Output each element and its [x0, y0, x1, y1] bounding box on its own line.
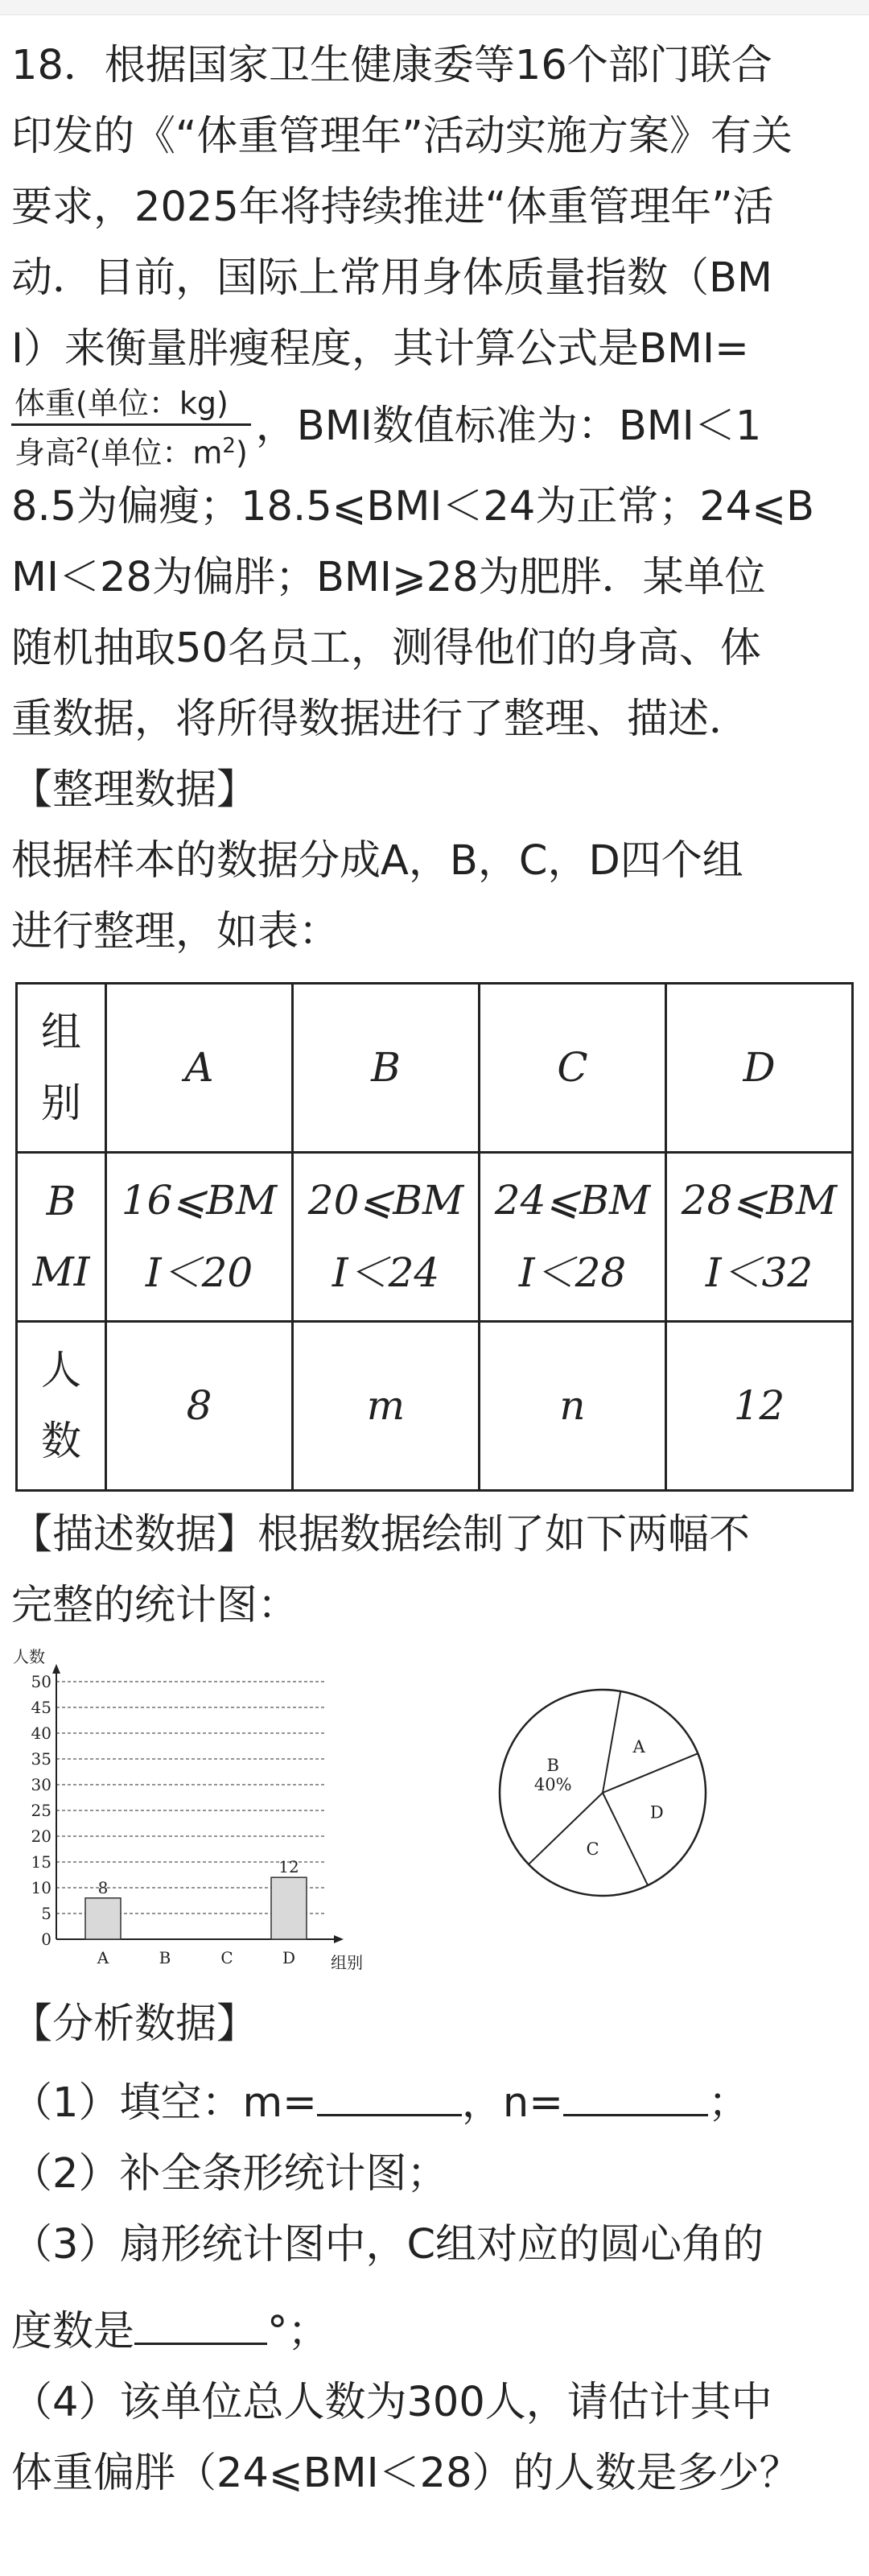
y-axis-title: 人数 [13, 1647, 45, 1666]
y-tick-label: 45 [31, 1697, 51, 1717]
table-header-cell: B MI [17, 1152, 106, 1321]
table-cell: B [293, 983, 480, 1152]
pie-chart [482, 1672, 723, 1913]
x-tick-label: D [282, 1947, 296, 1967]
x-tick-label: B [159, 1947, 171, 1967]
den-exp: 2 [76, 434, 89, 458]
x-axis-title: 组别 [331, 1952, 363, 1972]
section-organize: 【整理数据】 [11, 766, 258, 814]
table-header-cell: 人 数 [17, 1321, 106, 1490]
table-row [17, 1321, 853, 1490]
y-tick-label: 35 [31, 1748, 51, 1769]
figures [11, 1648, 858, 1994]
body-line-4: 重数据，将所得数据进行了整理、描述． [11, 695, 751, 743]
bar [85, 1897, 121, 1938]
body-line-2: MI＜28为偏胖；BMI⩾28为肥胖．某单位 [11, 553, 766, 601]
table-cell: 8 [106, 1321, 293, 1490]
pie-slice-label: C [586, 1839, 599, 1859]
den-close: ) [235, 435, 248, 471]
bar [271, 1877, 307, 1939]
formula-line [11, 385, 858, 472]
pie-slice-percent: 40% [533, 1774, 572, 1794]
table-cell: C [480, 983, 666, 1152]
table-cell: 12 [666, 1321, 853, 1490]
bmi-fraction [11, 385, 251, 472]
den-unit-exp: 2 [222, 434, 236, 458]
table-cell: 28⩽BM I＜32 [666, 1152, 853, 1321]
bmi-standard-start: ，BMI数值标准为：BMI＜1 [255, 402, 762, 450]
data-label: 8 [97, 1877, 109, 1897]
question-18 [11, 31, 858, 2509]
y-tick-label: 10 [31, 1877, 51, 1897]
q3-line-2: 度数是 °； [11, 2297, 858, 2368]
intro-line-2: 印发的《“体重管理年”活动实施方案》有关 [11, 113, 793, 160]
section-analysis: 【分析数据】 [11, 2000, 258, 2048]
den-unit: (单位：m [89, 435, 223, 471]
pie-slice-label: A [632, 1736, 645, 1757]
fraction-denominator [11, 426, 251, 472]
table-cell: 24⩽BM I＜28 [480, 1152, 666, 1321]
table-header-cell: 组 别 [17, 983, 106, 1152]
data-label: 12 [278, 1856, 299, 1876]
table-cell: A [106, 983, 293, 1152]
pie-slice-label: B [546, 1755, 559, 1775]
table-cell: n [480, 1321, 666, 1490]
body-line-1: 8.5为偏瘦；18.5⩽BMI＜24为正常；24⩽B [11, 482, 814, 530]
q3-line-1: （3）扇形统计图中，C组对应的圆心角的 [11, 2220, 764, 2268]
y-tick-label: 50 [31, 1671, 51, 1691]
table-cell: 20⩽BM I＜24 [293, 1152, 480, 1321]
x-tick-label: A [97, 1947, 109, 1967]
y-tick-label: 5 [41, 1903, 51, 1923]
y-tick-label: 15 [31, 1852, 51, 1872]
q2-line: （2）补全条形统计图； [11, 2149, 448, 2198]
q4-line-2: 体重偏胖（24⩽BMI＜28）的人数是多少？ [11, 2449, 801, 2497]
pie-slice-label: D [649, 1802, 664, 1823]
table-row [17, 983, 853, 1152]
x-axis-arrow [334, 1935, 344, 1943]
describe-line-1: 【描述数据】根据数据绘制了如下两幅不 [11, 1510, 751, 1558]
intro-line-4: 动．目前，国际上常用身体质量指数（BM [11, 254, 772, 302]
y-axis-arrow [52, 1664, 60, 1674]
answer-blank-n[interactable] [563, 2077, 708, 2116]
table-cell: m [293, 1321, 480, 1490]
den-height: 身高 [14, 435, 76, 471]
top-strip [0, 0, 869, 15]
q1-line: （1）填空：m= ，n= ； [11, 2068, 858, 2139]
y-tick-label: 20 [31, 1826, 51, 1846]
y-tick-label: 0 [41, 1929, 51, 1949]
answer-blank-m[interactable] [317, 2077, 462, 2116]
body-line-5: 根据样本的数据分成A，B，C，D四个组 [11, 836, 743, 885]
y-tick-label: 30 [31, 1774, 51, 1794]
fraction-numerator: 体重(单位：kg) [11, 385, 251, 426]
bar-chart [8, 1648, 370, 1994]
answer-blank-angle[interactable] [134, 2306, 267, 2345]
intro-line-5: I）来衡量胖瘦程度，其计算公式是BMI= [11, 325, 749, 373]
x-tick-label: C [220, 1947, 233, 1967]
intro-line-1: 18．根据国家卫生健康委等16个部门联合 [11, 42, 772, 89]
y-tick-label: 40 [31, 1723, 51, 1743]
describe-line-2: 完整的统计图： [11, 1581, 299, 1629]
group-table [15, 982, 854, 1492]
intro-line-3: 要求，2025年将持续推进“体重管理年”活 [11, 184, 774, 231]
table-cell: 16⩽BM I＜20 [106, 1152, 293, 1321]
body-line-3: 随机抽取50名员工，测得他们的身高、体 [11, 624, 761, 672]
y-tick-label: 25 [31, 1800, 51, 1820]
table-row [17, 1152, 853, 1321]
table-cell: D [666, 983, 853, 1152]
body-line-6: 进行整理，如表： [11, 907, 340, 956]
q4-line-1: （4）该单位总人数为300人，请估计其中 [11, 2378, 772, 2426]
